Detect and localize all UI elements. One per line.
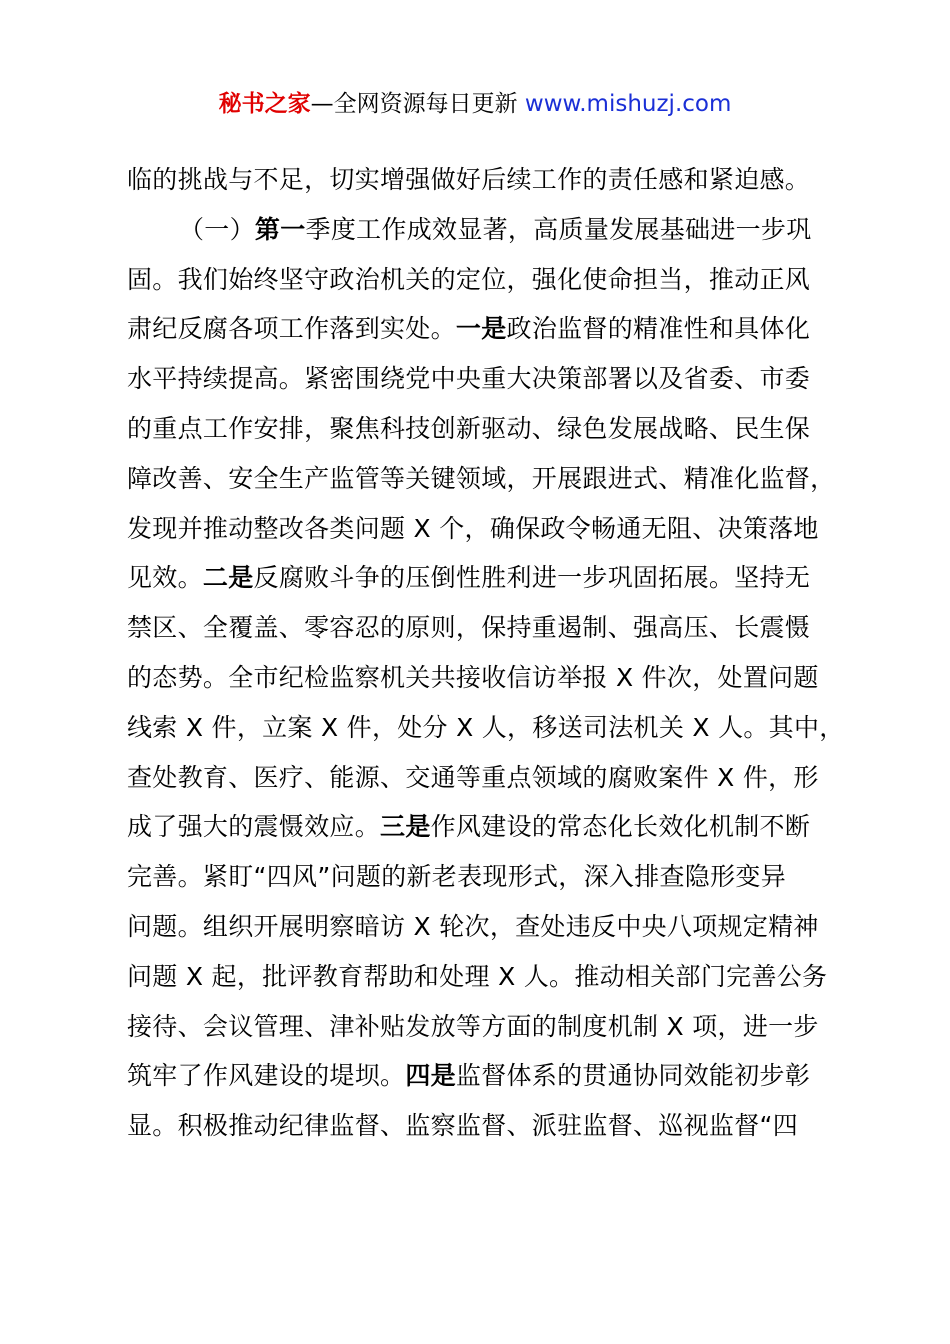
text-segment: 成了强大的震慑效应。 (127, 812, 381, 842)
text-segment: 水平持续提高。紧密围绕党中央重大决策部署以及省委、市委 (127, 364, 811, 394)
text-segment: 见效。 (127, 563, 203, 593)
header-tagline: —全网资源每日更新 (310, 91, 525, 117)
text-segment: 问题 X 起，批评教育帮助和处理 X 人。推动相关部门完善公务 (127, 961, 828, 991)
text-line (127, 553, 867, 603)
text-line (127, 802, 867, 852)
text-line (127, 1051, 867, 1101)
site-header (0, 86, 950, 122)
text-segment: 发现并推动整改各类问题 X 个，确保政令畅通无阻、决策落地 (127, 513, 819, 543)
text-segment: 临的挑战与不足，切实增强做好后续工作的责任感和紧迫感。 (127, 165, 811, 194)
bold-text-segment: 三是 (380, 812, 431, 842)
text-segment: 肃纪反腐各项工作落到实处。 (127, 314, 456, 344)
text-line (127, 304, 867, 354)
bold-text-segment: 二是 (202, 563, 254, 593)
text-segment: 接待、会议管理、津补贴发放等方面的制度机制 X 项，进一步 (127, 1011, 819, 1041)
text-line (127, 603, 867, 653)
text-segment: 反腐败斗争的压倒性胜利进一步巩固拓展。坚持无 (253, 563, 811, 593)
text-segment: 固。我们始终坚守政治机关的定位，强化使命担当，推动正风 (127, 264, 811, 294)
text-segment: （一） (179, 214, 255, 244)
text-line (127, 852, 867, 902)
text-segment: 季度工作成效显著，高质量发展基础进一步巩 (305, 214, 812, 244)
text-segment: 查处教育、医疗、能源、交通等重点领域的腐败案件 X 件，形 (127, 762, 819, 792)
brand-name: 秘书之家 (218, 91, 311, 117)
text-line (127, 504, 867, 554)
text-line (127, 354, 867, 404)
text-segment: 筑牢了作风建设的堤坝。 (127, 1061, 406, 1091)
text-segment: 的重点工作安排，聚焦科技创新驱动、绿色发展战略、民生保 (127, 413, 811, 443)
text-segment: 完善。紧盯“四风”问题的新老表现形式，深入排查隐形变异 (127, 862, 787, 892)
text-segment: 禁区、全覆盖、零容忍的原则，保持重遏制、强高压、长震慑 (127, 613, 811, 643)
text-segment: 问题。组织开展明察暗访 X 轮次，查处违反中央八项规定精神 (127, 911, 819, 941)
text-segment: 线索 X 件，立案 X 件，处分 X 人，移送司法机关 X 人。其中， (127, 712, 845, 742)
text-line (127, 902, 867, 952)
text-line (127, 404, 867, 454)
text-line (127, 155, 867, 205)
bold-text-segment: 第一 (254, 214, 306, 244)
text-line (127, 703, 867, 753)
text-line (127, 1002, 867, 1052)
text-segment: 显。积极推动纪律监督、监察监督、派驻监督、巡视监督“四 (127, 1111, 799, 1141)
text-segment: 作风建设的常态化长效化机制不断 (430, 812, 811, 842)
bold-text-segment: 四是 (405, 1061, 456, 1091)
text-line (127, 205, 867, 255)
text-line (127, 255, 867, 305)
text-segment: 障改善、安全生产监管等关键领域，开展跟进式、精准化监督， (127, 463, 836, 493)
text-line (127, 653, 867, 703)
bold-text-segment: 一是 (455, 314, 507, 344)
text-segment: 政治监督的精准性和具体化 (506, 314, 811, 344)
text-segment: 的态势。全市纪检监察机关共接收信访举报 X 件次，处置问题 (127, 662, 819, 692)
text-line (127, 753, 867, 803)
text-segment: 监督体系的贯通协同效能初步彰 (455, 1061, 811, 1091)
document-body (127, 155, 867, 1151)
text-line (127, 952, 867, 1002)
text-line (127, 454, 867, 504)
text-line (127, 1101, 867, 1151)
site-url-link[interactable]: www.mishuzj.com (524, 91, 732, 117)
